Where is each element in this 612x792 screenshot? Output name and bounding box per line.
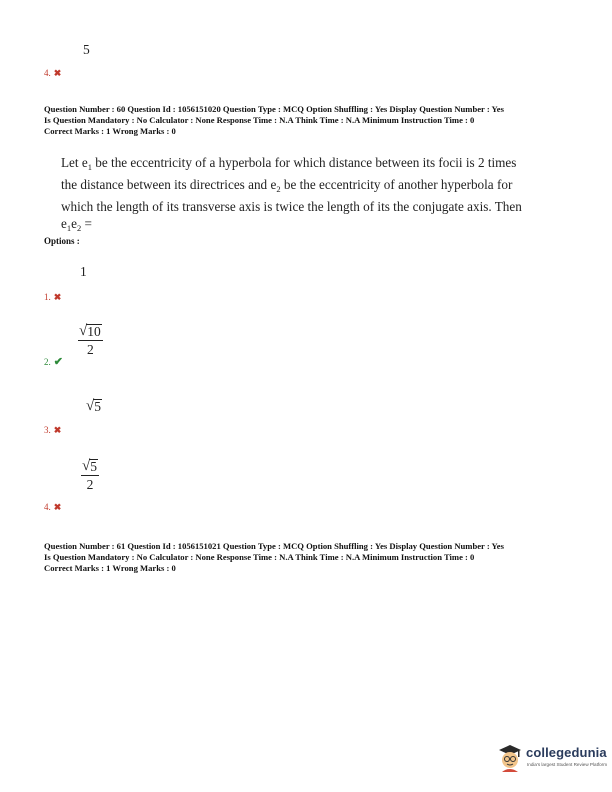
option-number: 1.: [44, 292, 51, 302]
text-part: Let e: [61, 155, 88, 170]
text-part: e: [71, 216, 77, 231]
radicand: 10: [87, 324, 101, 339]
cross-icon: ✖: [53, 292, 62, 302]
radical-sign-icon: √: [86, 398, 95, 414]
subscript: 2: [276, 184, 281, 194]
question-line-1: [61, 154, 541, 176]
option-3-value: [86, 398, 102, 414]
meta-line-1: Question Number : 61 Question Id : 1056151021 Question Type : MCQ Option Shuffling : Yes Display Question Number : Yes: [44, 541, 504, 551]
fraction-numerator: [81, 458, 99, 475]
radical-sign-icon: √: [79, 323, 88, 339]
option-3-marker: [44, 420, 61, 438]
meta-line-3: Correct Marks : 1 Wrong Marks : 0: [44, 126, 176, 137]
radicand: 5: [94, 399, 101, 414]
fraction-denominator: 2: [86, 477, 94, 492]
option-number: 4.: [44, 68, 51, 78]
radical-sign-icon: √: [82, 458, 91, 474]
logo-tagline: India's largest Student Review Platform: [527, 762, 608, 767]
option-4-marker: [44, 497, 61, 515]
square-root: [82, 459, 98, 474]
option-number: 2.: [44, 357, 51, 367]
meta-line-2: Is Question Mandatory : No Calculator : None Response Time : N.A Think Time : N.A Minimum Instruction Time : 0: [44, 115, 475, 126]
prev-option-4: [44, 63, 61, 81]
option-4-value: [81, 458, 99, 493]
cross-icon: ✖: [53, 502, 62, 512]
question-line-3: which the length of its transverse axis is twice the length of its the conjugate axis. Then: [61, 199, 522, 214]
option-2-marker: [44, 352, 63, 370]
question-61-meta: [44, 541, 584, 575]
question-line-4: [61, 215, 541, 237]
text-part: =: [81, 216, 92, 231]
option-number: 4.: [44, 502, 51, 512]
options-label: Options :: [44, 236, 80, 246]
option-number: 3.: [44, 425, 51, 435]
text-part: be the eccentricity of another hyperbola for: [280, 177, 513, 192]
collegedunia-logo-icon: [496, 742, 524, 774]
cross-icon: ✖: [53, 68, 62, 78]
subscript: 1: [87, 162, 92, 172]
meta-line-3: Correct Marks : 1 Wrong Marks : 0: [44, 563, 176, 574]
subscript: 1: [66, 223, 72, 233]
text-part: the distance between its directrices and e: [61, 177, 277, 192]
square-root: [86, 399, 102, 414]
meta-line-1: Question Number : 60 Question Id : 1056151020 Question Type : MCQ Option Shuffling : Yes Display Question Number : Yes: [44, 104, 504, 114]
prev-option-value: 5: [83, 42, 90, 57]
question-60-text: [61, 154, 541, 237]
option-2-value: [78, 323, 103, 358]
subscript: 2: [76, 223, 82, 233]
question-60-meta: [44, 104, 584, 138]
fraction: [81, 458, 99, 493]
square-root: [79, 324, 102, 339]
cross-icon: ✖: [53, 425, 62, 435]
fraction-numerator: [78, 323, 103, 340]
option-1-marker: [44, 287, 61, 305]
fraction-denominator: 2: [86, 342, 94, 357]
question-line-2: [61, 176, 541, 198]
option-1-value: 1: [80, 264, 87, 279]
check-icon: ✔: [53, 356, 63, 368]
meta-line-2: Is Question Mandatory : No Calculator : None Response Time : N.A Think Time : N.A Minimum Instruction Time : 0: [44, 552, 475, 563]
fraction: [78, 323, 103, 358]
text-part: be the eccentricity of a hyperbola for which distance between its focii is 2 times: [91, 155, 517, 170]
logo-name: collegedunia: [526, 745, 607, 760]
radicand: 5: [90, 459, 97, 474]
text-part: e: [61, 216, 67, 231]
